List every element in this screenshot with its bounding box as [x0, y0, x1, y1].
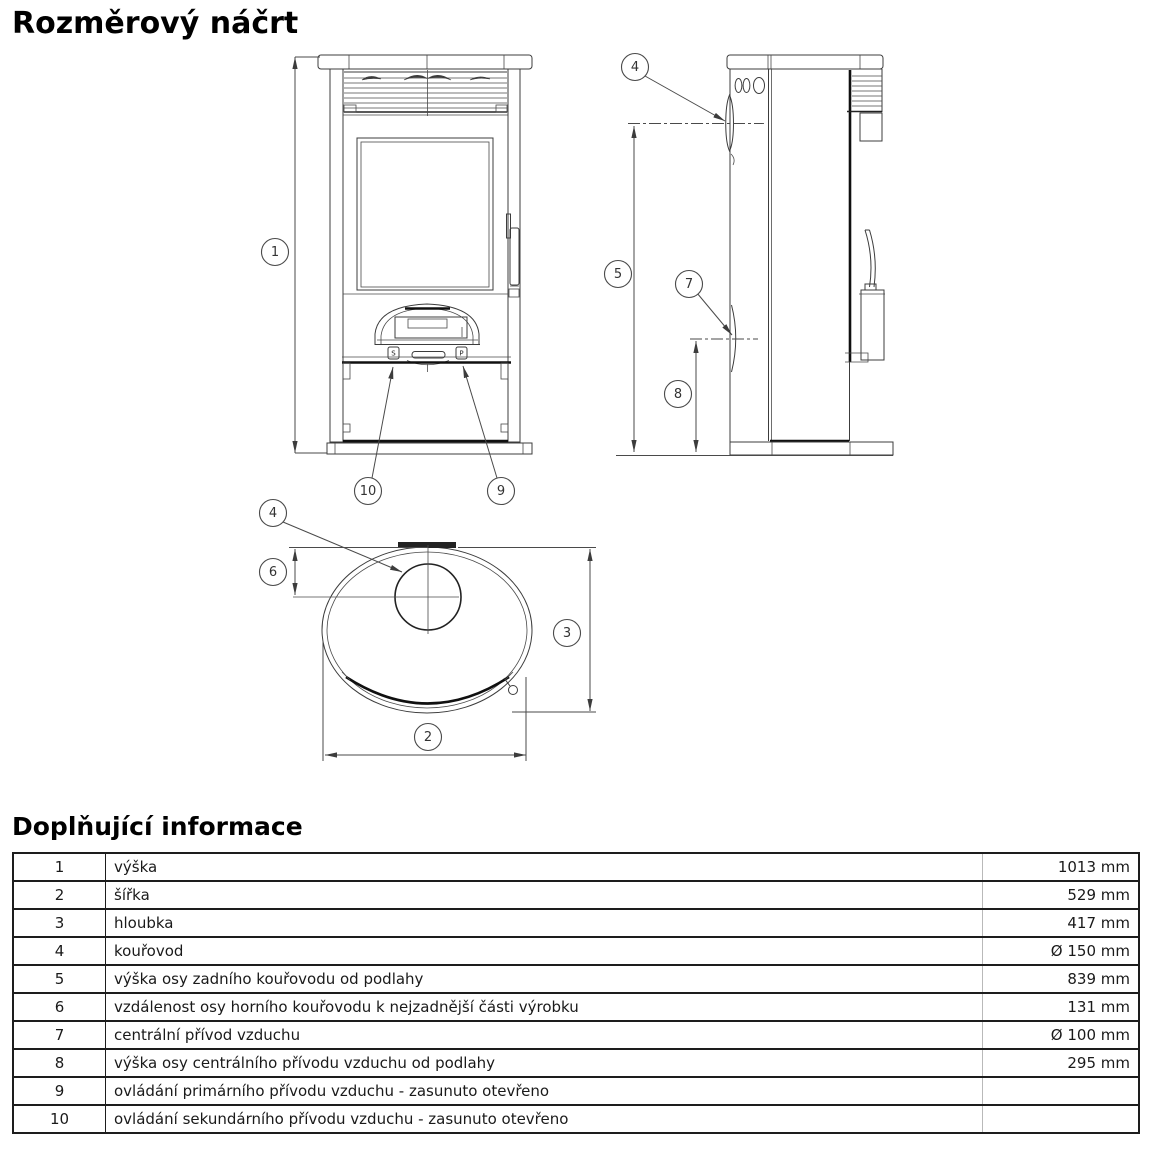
front-window — [357, 138, 493, 290]
central-air-inlet — [732, 305, 736, 372]
row-number: 2 — [13, 881, 106, 909]
table-row — [13, 1077, 1139, 1105]
row-label: výška — [106, 853, 983, 881]
front-top-plate — [318, 55, 532, 69]
front-body — [330, 69, 520, 442]
front-air-grille — [344, 70, 507, 116]
row-number: 7 — [13, 1021, 106, 1049]
leader-secondary-air — [355, 367, 394, 505]
svg-text:10: 10 — [359, 484, 377, 499]
side-view — [605, 54, 894, 456]
svg-text:7: 7 — [684, 277, 694, 292]
row-label: kouřovod — [106, 937, 983, 965]
table-row — [13, 909, 1139, 937]
table-row — [13, 993, 1139, 1021]
side-front-grille — [847, 69, 882, 141]
row-value: 839 mm — [983, 965, 1140, 993]
row-label: výška osy zadního kouřovodu od podlahy — [106, 965, 983, 993]
side-plinth — [730, 442, 893, 455]
row-label: šířka — [106, 881, 983, 909]
row-label: výška osy centrálního přívodu vzduchu od podlahy — [106, 1049, 983, 1077]
row-label: centrální přívod vzduchu — [106, 1021, 983, 1049]
top-view — [260, 500, 597, 762]
dimension-width — [323, 642, 526, 761]
table-row — [13, 1105, 1139, 1133]
row-value: Ø 150 mm — [983, 937, 1140, 965]
row-label: ovládání primárního přívodu vzduchu - zasunuto otevřeno — [106, 1077, 983, 1105]
table-row — [13, 1049, 1139, 1077]
svg-text:6: 6 — [268, 565, 278, 580]
leader-primary-air — [463, 366, 515, 505]
row-value: 131 mm — [983, 993, 1140, 1021]
row-value: 1013 mm — [983, 853, 1140, 881]
row-value — [983, 1077, 1140, 1105]
row-value — [983, 1105, 1140, 1133]
row-number: 9 — [13, 1077, 106, 1105]
row-number: 8 — [13, 1049, 106, 1077]
row-number: 1 — [13, 853, 106, 881]
front-plinth — [327, 443, 532, 454]
svg-text:3: 3 — [562, 626, 572, 641]
table-row — [13, 937, 1139, 965]
row-value: 529 mm — [983, 881, 1140, 909]
table-row — [13, 881, 1139, 909]
section-title-additional-info: Doplňující informace — [12, 812, 303, 841]
table-row — [13, 965, 1139, 993]
row-value: 295 mm — [983, 1049, 1140, 1077]
svg-text:1: 1 — [270, 245, 280, 260]
svg-text:2: 2 — [423, 730, 433, 745]
row-number: 5 — [13, 965, 106, 993]
side-door-handle — [865, 230, 876, 290]
table-row — [13, 853, 1139, 881]
svg-text:4: 4 — [630, 60, 640, 75]
svg-text:4: 4 — [268, 506, 278, 521]
svg-text:8: 8 — [673, 387, 683, 402]
dimension-air-inlet-height — [665, 341, 697, 452]
row-label: hloubka — [106, 909, 983, 937]
dimension-flue-height — [605, 126, 635, 452]
table-row — [13, 1021, 1139, 1049]
row-number: 3 — [13, 909, 106, 937]
page-title-dimensional-sketch: Rozměrový náčrt — [12, 6, 299, 41]
row-label: ovládání sekundárního přívodu vzduchu - zasunuto otevřeno — [106, 1105, 983, 1133]
svg-text:5: 5 — [613, 267, 623, 282]
row-number: 6 — [13, 993, 106, 1021]
row-number: 10 — [13, 1105, 106, 1133]
front-view — [262, 55, 533, 505]
primary-air-control-label: P — [459, 349, 464, 358]
front-arch-assembly — [375, 304, 480, 345]
dimensions-table — [12, 852, 1140, 1134]
row-label: vzdálenost osy horního kouřovodu k nejzadnější části výrobku — [106, 993, 983, 1021]
dimension-height — [262, 57, 328, 453]
row-value: Ø 100 mm — [983, 1021, 1140, 1049]
side-rear-vents — [735, 78, 764, 94]
secondary-air-control-label: S — [391, 349, 396, 358]
row-number: 4 — [13, 937, 106, 965]
leader-flue — [622, 54, 726, 122]
row-value: 417 mm — [983, 909, 1140, 937]
leader-central-air — [676, 271, 733, 336]
svg-text:9: 9 — [496, 484, 506, 499]
